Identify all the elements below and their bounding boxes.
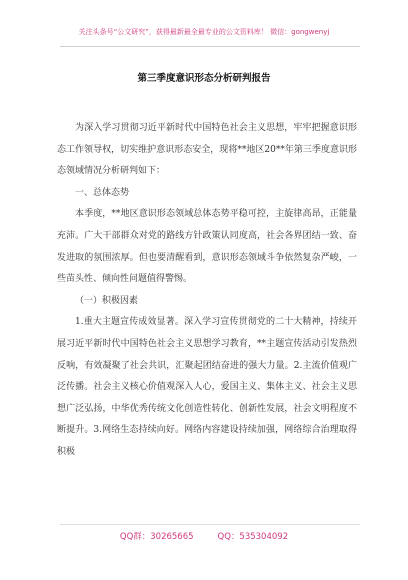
overall-paragraph: 本季度，**地区意识形态领域总体态势平稳可控，主旋律高昂，正能量充沛。广大干部群众对党的路线方针政策认同度高，社会各界团结一致、奋发进取的氛围浓厚。但也要清醒看到，意识形态领域斗争依然复杂严峻，一些苗头性、倾向性问题值得警惕。 bbox=[57, 209, 357, 285]
intro-paragraph: 为深入学习贯彻习近平新时代中国特色社会主义思想，牢牢把握意识形态工作领导权，切实维护意识形态安全，现将**地区20**年第三季度意识形态领域情况分析研判如下： bbox=[57, 123, 357, 177]
footer-qq: QQ：535304092 bbox=[217, 532, 289, 542]
header-divider bbox=[60, 46, 360, 47]
header-banner: 关注头条号“公文研究”，获得最新最全最专业的公文资料库！ 微信：gongwenyj bbox=[78, 28, 330, 36]
section-heading-overall: 一、总体态势 bbox=[75, 187, 130, 198]
document-title: 第三季度意识形态分析研判报告 bbox=[137, 73, 271, 84]
subsection-heading-positive: （一）积极因素 bbox=[75, 295, 139, 306]
footer-contact bbox=[0, 530, 408, 542]
document-body bbox=[57, 118, 357, 464]
positive-factors-paragraph: 1.重大主题宣传成效显著。深入学习宣传贯彻党的二十大精神，持续开展习近平新时代中国特色社会主义思想学习教育，**主题宣传活动引发热烈反响，有效凝聚了社会共识，汇聚起团结奋进的强大力量。2.主流价值观广泛传播。社会主义核心价值观深入人心，爱国主义、集体主义、社会主义思想广泛弘扬，中华优秀传统文化创造性转化、创新性发展，社会文明程度不断提升。3.网络生态持续向好。网络内容建设持续加强，网络综合治理取得积极 bbox=[57, 317, 357, 457]
footer-divider bbox=[60, 524, 360, 525]
footer-qq-group: QQ群：30265665 bbox=[119, 532, 194, 542]
